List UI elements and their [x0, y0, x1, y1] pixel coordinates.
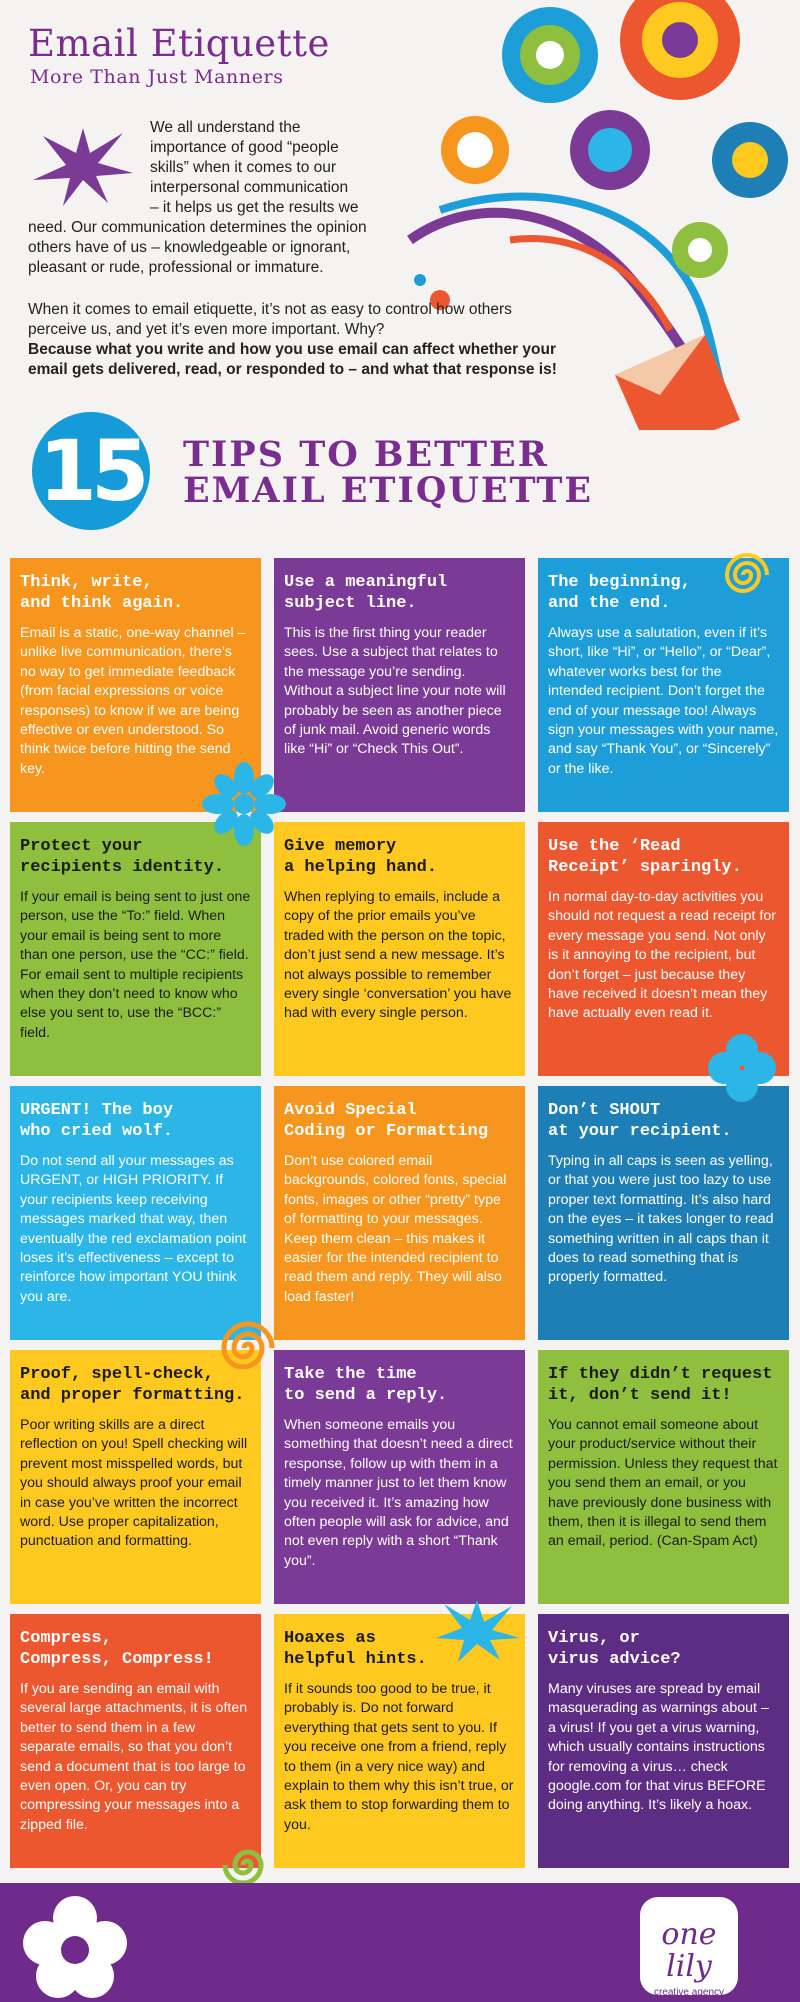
tip-title-line: and proper formatting. [20, 1386, 245, 1405]
tip-title-line: Avoid Special [284, 1101, 417, 1120]
tip-title [548, 836, 779, 878]
page-subtitle: More Than Just Manners [30, 66, 284, 88]
tip-body: Do not send all your messages as URGENT, or HIGH PRIORITY. If your recipients keep receiving messages marked that way, then eventually the red exclamation point loses it’s effectiveness – except to reinforce how important YOU think you are. [20, 1153, 247, 1305]
tip-title-line: Hoaxes as [284, 1629, 376, 1648]
tip-title-line: helpful hints. [284, 1650, 427, 1669]
tip-title [284, 572, 515, 614]
tip-title-line: Protect your [20, 837, 143, 856]
tip-title-line: a helping hand. [284, 858, 438, 877]
tip-title-line: Use the ‘Read [548, 837, 681, 856]
tip-body: Email is a static, one-way channel – unlike live communication, there’s no way to get immediate feedback (from facial expressions or voice responses) to know if we are being effective or even understood. So think twice before hitting the send key. [20, 625, 246, 777]
tip-body: Don’t use colored email backgrounds, colored fonts, special fonts, images or other “pretty” type of formatting to your messages. Keep them clean – this makes it easier for the intended recipient to read them and reply. They will also load faster! [284, 1153, 507, 1305]
tip-title-line: URGENT! The boy [20, 1101, 174, 1120]
tip-title [20, 572, 251, 614]
tip-title-line: Coding or Formatting [284, 1122, 489, 1141]
tip-title [284, 1364, 515, 1406]
white-flower-icon [10, 1888, 140, 2002]
tip-body: Typing in all caps is seen as yelling, or that you were just too lazy to use proper text formatting. It’s also hard on the eyes – it takes longer to read something written in all caps than it does to read something that is properly formatted. [548, 1153, 774, 1286]
tip-title-line: Compress, Compress! [20, 1650, 214, 1669]
tip-title [20, 1100, 251, 1142]
tip-title-line: subject line. [284, 594, 417, 613]
tip-title-line: If they didn’t request [548, 1365, 773, 1384]
intro-line: – it helps us get the results we [150, 199, 359, 216]
tip-body: In normal day-to-day activities you should not request a read receipt for every message you send. Not only is it annoying to the recipient, but don’t forget – just because they have received it doesn’t mean they have actually even read it. [548, 889, 776, 1022]
tip-title-line: Don’t SHOUT [548, 1101, 661, 1120]
tip-title-line: it, don’t send it! [548, 1386, 732, 1405]
tip-title [284, 1100, 515, 1142]
tips-count-badge: 15 [32, 412, 150, 530]
tip-title [284, 836, 515, 878]
tip-title-line: Receipt’ sparingly. [548, 858, 742, 877]
intro-line: skills” when it comes to our [150, 159, 337, 176]
tip-card [274, 558, 525, 812]
tip-card [538, 1086, 789, 1340]
tip-card [10, 1350, 261, 1604]
tip-body: When someone emails you something that doesn’t need a direct response, follow up with them in a timely manner just to let them know you received it. It’s amazing how often people will ask for advice, and not even reply with a short “Thank you”. [284, 1417, 513, 1569]
intro-paragraph-1 [28, 118, 383, 278]
tip-title-line: Proof, spell-check, [20, 1365, 214, 1384]
tip-card [538, 1614, 789, 1868]
tips-heading-line1: TIPS TO BETTER [183, 434, 549, 475]
intro-why: When it comes to email etiquette, it’s not as easy to control how others perceive us, and yet it’s even more important. Why? [28, 301, 512, 338]
tip-title [20, 1628, 251, 1670]
tip-title-line: Take the time [284, 1365, 417, 1384]
tip-card [10, 822, 261, 1076]
tip-title-line: and think again. [20, 594, 184, 613]
yellow-spiral-icon [712, 540, 782, 610]
tip-title-line: Compress, [20, 1629, 112, 1648]
tip-body: This is the first thing your reader sees. Use a subject that relates to the message you’re sending. Without a subject line your note will probably be seen as another piece of junk mail. Avoid generic words like “Hi” or “Check This Out”. [284, 625, 506, 758]
tip-body: If your email is being sent to just one person, use the “To:” field. When your email is being sent to more than one person, use the “CC:” field. For email sent to multiple recipients when they don’t need to know who else you sent to, use the “BCC:” field. [20, 889, 251, 1041]
tip-title-line: The beginning, [548, 573, 691, 592]
tip-title-line: Think, write, [20, 573, 153, 592]
page-title: Email Etiquette [28, 22, 330, 65]
tip-body: If it sounds too good to be true, it probably is. Do not forward everything that gets sent to you. If you receive one from a friend, reply to them (in a very nice way) and explain to them why this isn’t true, or ask them to stop forwarding them to you. [284, 1681, 514, 1833]
tip-title-line: Virus, or [548, 1629, 640, 1648]
tip-body: If you are sending an email with several large attachments, it is often better to send them in a few separate emails, so that you don’t send a document that is too large to even open. Or, you can try compressing your messages into a zipped file. [20, 1681, 248, 1833]
tip-body: Always use a salutation, even if it’s short, like “Hi”, or “Hello”, or “Dear”, whatever works best for the intended recipient. Don’t forget the end of your message too! Always sign your messages with your name, and say “Thank You”, or “Sincerely” or the like. [548, 625, 779, 777]
logo-tagline: creative agency [653, 1987, 725, 1998]
tip-title-line: who cried wolf. [20, 1122, 174, 1141]
tip-card [538, 1350, 789, 1604]
tip-card [274, 1086, 525, 1340]
onelily-logo[interactable] [640, 1897, 738, 1998]
blue-splat-icon [432, 1594, 522, 1664]
tip-card [10, 1086, 261, 1340]
orange-spiral-icon [210, 1310, 286, 1386]
tip-title-line: Give memory [284, 837, 397, 856]
tips-heading-line2: EMAIL ETIQUETTE [183, 470, 594, 511]
tip-title-line: Use a meaningful [284, 573, 448, 592]
tip-card [274, 1350, 525, 1604]
blue-flower-icon [202, 762, 286, 846]
tip-title-line: to send a reply. [284, 1386, 448, 1405]
logo-name: one lily [661, 1917, 717, 1984]
tip-title-line: recipients identity. [20, 858, 225, 877]
clover-icon [704, 1030, 780, 1106]
tip-title [548, 1628, 779, 1670]
tip-body: Many viruses are spread by email masquerading as warnings about – a virus! If you get a virus warning, which usually contains instructions for removing a virus… check google.com for that virus BEFORE doing anything. It’s likely a hoax. [548, 1681, 769, 1814]
tip-title-line: and the end. [548, 594, 671, 613]
tip-body: Poor writing skills are a direct reflection on you! Spell checking will prevent most misspelled words, but you should always proof your email in case you’ve written the incorrect word. Use proper capitalization, punctuation and formatting. [20, 1417, 248, 1550]
intro-bold: Because what you write and how you use email can affect whether your email gets delivered, read, or responded to – and what that response is! [28, 341, 557, 378]
intro-rest: need. Our communication determines the opinion others have of us – knowledgeable or ignorant, pleasant or rude, professional or immature. [28, 219, 367, 276]
tip-card [274, 822, 525, 1076]
tips-heading [183, 434, 594, 511]
tip-body: When replying to emails, include a copy of the prior emails you’ve traded with the person on the topic, don’t just send a new message. It’s not always possible to remember every single ‘conversation’ you have had with every single person. [284, 889, 512, 1022]
tip-title-line: at your recipient. [548, 1122, 732, 1141]
tip-body: You cannot email someone about your product/service without their permission. Unless they request that you send them an email, or you have previously done business with them, then it is illegal to send them an email, period. (Can-Spam Act) [548, 1417, 778, 1550]
tip-title [548, 1364, 779, 1406]
tip-title-line: virus advice? [548, 1650, 681, 1669]
tip-title [548, 1100, 779, 1142]
intro-paragraph-2 [28, 300, 568, 380]
intro-line: interpersonal communication [150, 179, 349, 196]
intro-line: importance of good “people [150, 139, 339, 156]
intro-line: We all understand the [150, 119, 301, 136]
